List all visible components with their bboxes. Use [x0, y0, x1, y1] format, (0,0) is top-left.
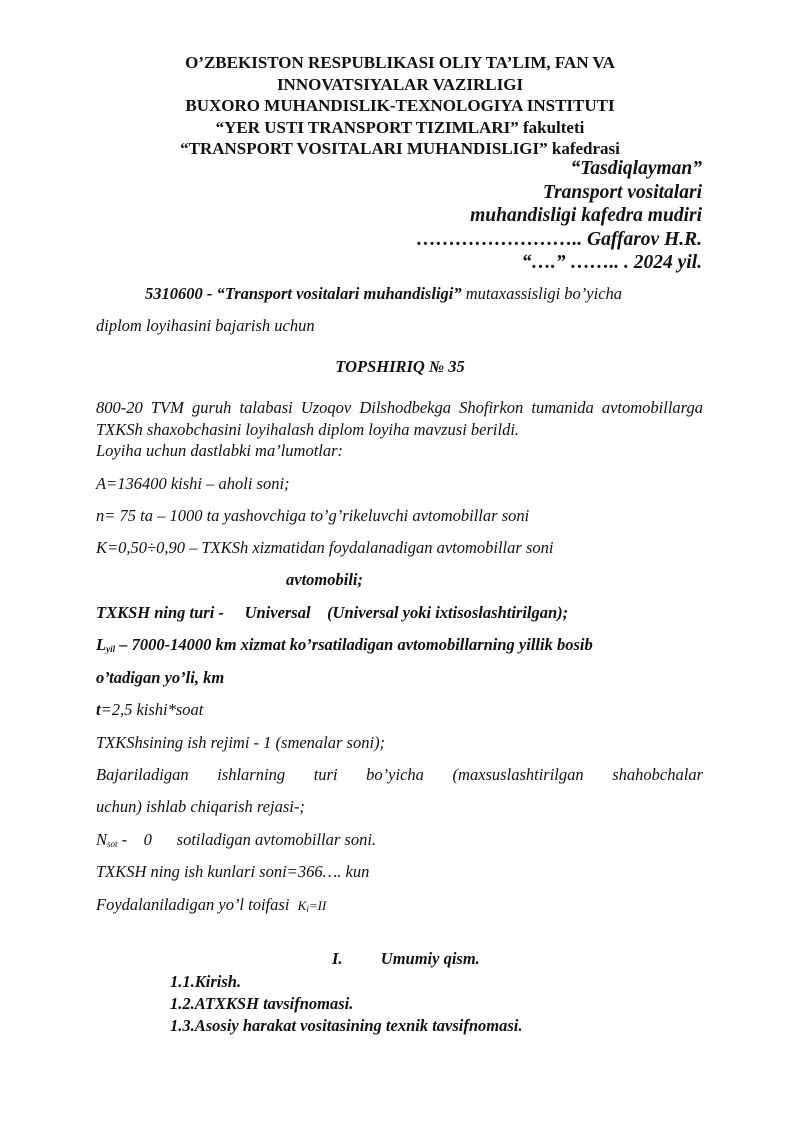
- header-line-institute: BUXORO MUHANDISLIK-TEXNOLOGIYA INSTITUTI: [185, 96, 615, 115]
- plan-word: (maxsuslashtirilgan: [452, 765, 584, 784]
- header-line-ministry-1: O’ZBEKISTON RESPUBLIKASI OLIY TA’LIM, FAN VA: [185, 53, 615, 72]
- sold-subscript: sot: [107, 839, 118, 849]
- param-population: A=136400 kishi – aholi soni;: [96, 474, 290, 493]
- labor-symbol: t: [96, 700, 101, 719]
- plan-word: ishlarning: [217, 765, 286, 784]
- toc-item-vehicle-specs: 1.3.Asosiy harakat vositasining texnik tavsifnomasi.: [170, 1016, 523, 1035]
- param-labor-row: [96, 700, 203, 720]
- specialty-code-name: 5310600 - “Transport vositalari muhandisligi”: [145, 284, 462, 303]
- param-production-plan-line2: uchun) ishlab chiqarish rejasi-;: [96, 797, 305, 816]
- plan-word: Bajariladigan: [96, 765, 189, 784]
- approval-date: “….” …….. . 2024 yil.: [521, 252, 702, 274]
- intro-line-1: [145, 284, 622, 304]
- intro-rest: mutaxassisligi bo’yicha: [465, 284, 623, 303]
- plan-word: bo’yicha: [366, 765, 424, 784]
- sold-value: - 0 sotiladigan avtomobillar soni.: [117, 830, 377, 849]
- approval-block: [416, 157, 702, 275]
- task-title: TOPSHIRIQ № 35: [335, 357, 465, 376]
- param-k-ratio: K=0,50÷0,90 – TXKSh xizmatidan foydalanadigan avtomobillar soni: [96, 538, 554, 557]
- approval-signature: …………………….. Gaffarov H.R.: [416, 228, 702, 250]
- section-number: I.: [332, 949, 343, 968]
- section-title: Umumiy qism.: [380, 949, 480, 968]
- labor-value: =2,5 kishi*soat: [100, 700, 204, 719]
- header-line-faculty: “YER USTI TRANSPORT TIZIMLARI” fakulteti: [215, 117, 585, 137]
- param-production-plan-line1: [96, 765, 703, 785]
- road-k-value: =II: [308, 898, 327, 913]
- param-work-days: TXKSH ning ish kunlari soni=366…. kun: [96, 862, 370, 881]
- institution-header: [0, 52, 800, 160]
- plan-word: shahobchalar: [612, 765, 703, 784]
- road-category-label: Foydalaniladigan yo’l toifasi: [96, 895, 290, 914]
- header-line-ministry-2: INNOVATSIYALAR VAZIRLIGI: [276, 74, 524, 94]
- initial-data-label: Loyiha uchun dastlabki ma’lumotlar:: [96, 441, 344, 460]
- sold-symbol: N: [96, 830, 108, 849]
- param-avtomobili: avtomobili;: [286, 570, 363, 589]
- road-k-symbol: $K_i=II$: [297, 898, 327, 914]
- plan-word: turi: [313, 765, 338, 784]
- toc-item-description: 1.2.ATXKSH tavsifnomasi.: [170, 994, 354, 1013]
- toc-item-intro: 1.1.Kirish.: [170, 972, 242, 991]
- mileage-text: – 7000-14000 km xizmat ko’rsatiladigan avtomobillarning yillik bosib: [119, 635, 593, 654]
- type-note: (Universal yoki ixtisoslashtirilgan);: [327, 603, 569, 622]
- assignment-text: 800-20 TVM guruh talabasi Uzoqov Dilshodbekga Shofirkon tumanida avtomobillarga TXKSh shaxobchasini loyihalash diplom loyiha mavzusi berildi.: [96, 398, 703, 439]
- param-road-category-row: [96, 895, 326, 915]
- section-heading: [332, 949, 480, 969]
- road-k-subscript: i: [306, 904, 309, 914]
- mileage-symbol: L: [96, 635, 107, 654]
- param-type-row: [96, 603, 568, 623]
- type-value: Universal: [244, 603, 311, 622]
- mileage-subscript: yil: [106, 644, 116, 654]
- approval-title: “Tasdiqlayman”: [570, 158, 702, 179]
- header-line-department: “TRANSPORT VOSITALARI MUHANDISLIGI” kafedrasi: [180, 139, 620, 158]
- param-sold-cars-row: [96, 830, 376, 850]
- intro-line-2: diplom loyihasini bajarish uchun: [96, 316, 315, 335]
- param-cars-per-1000: n= 75 ta – 1000 ta yashovchiga to’g’rikeluvchi avtomobillar soni: [96, 506, 530, 525]
- param-mileage-row: [96, 635, 593, 655]
- param-work-mode: TXKShsining ish rejimi - 1 (smenalar soni);: [96, 733, 386, 752]
- approval-line-2: Transport vositalari: [542, 181, 702, 203]
- type-label: TXKSH ning turi -: [96, 603, 224, 622]
- param-mileage-line2: o’tadigan yo’li, km: [96, 668, 225, 687]
- approval-line-3: muhandisligi kafedra mudiri: [470, 205, 702, 227]
